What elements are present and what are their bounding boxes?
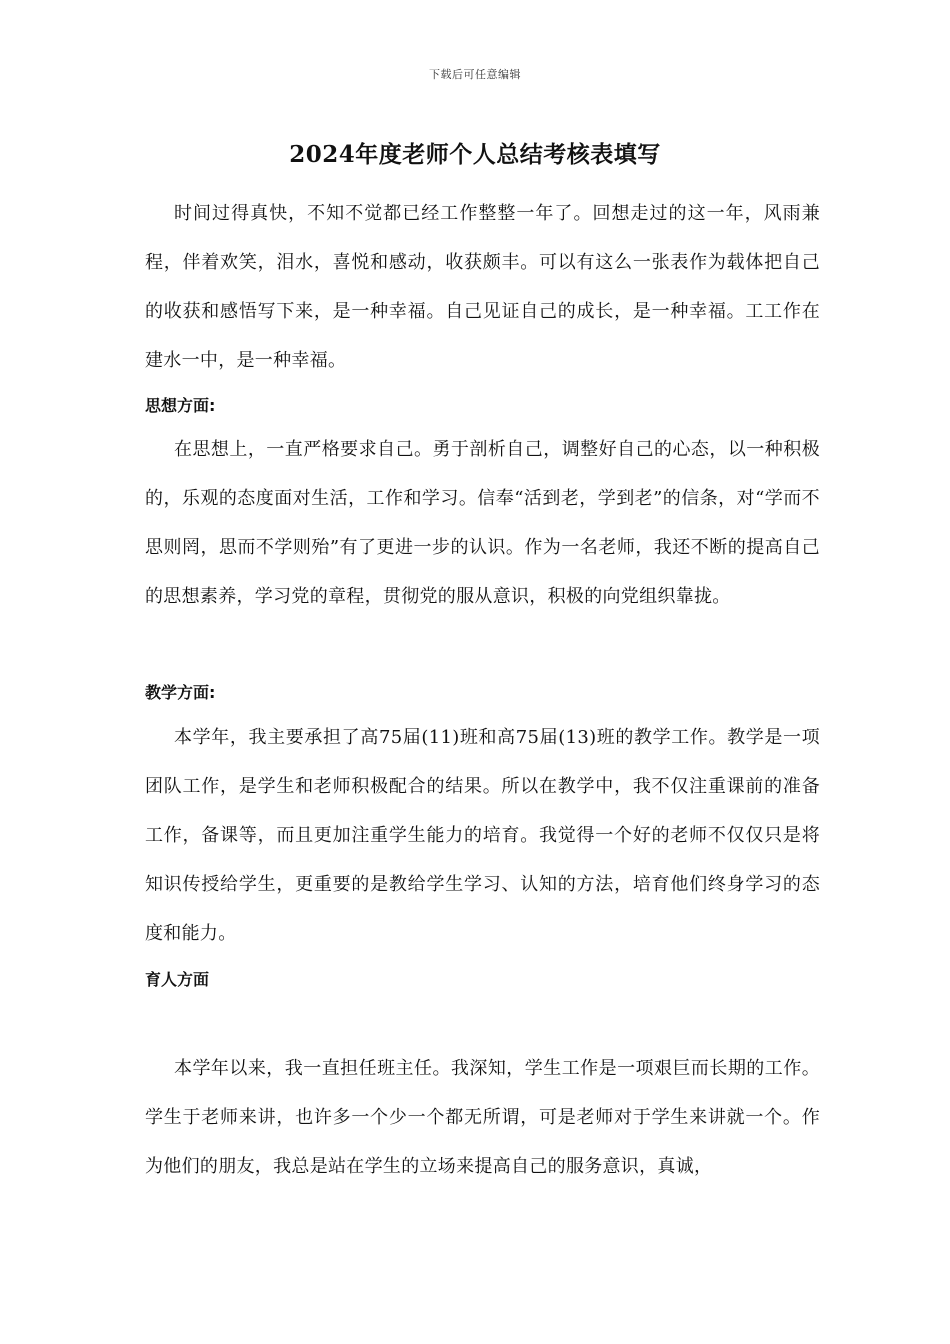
intro-paragraph: 时间过得真快，不知不觉都已经工作整整一年了。回想走过的这一年，风雨兼程，伴着欢笑，泪水，喜悦和感动，收获颇丰。可以有这么一张表作为载体把自己的收获和感悟写下来，是一种幸福。自己见证自己的成长，是一种幸福。工工作在建水一中，是一种幸福。: [145, 203, 820, 371]
section-paragraph-education: 本学年以来，我一直担任班主任。我深知，学生工作是一项艰巨而长期的工作。学生于老师来讲，也许多一个少一个都无所谓，可是老师对于学生来讲就一个。作为他们的朋友，我总是站在学生的立场来提高自己的服务意识，真诚，: [145, 1058, 820, 1177]
page-header-note: 下载后可任意编辑: [429, 68, 521, 81]
section-heading-education: 育人方面: [145, 970, 210, 989]
section-heading-teaching: 教学方面:: [145, 683, 216, 702]
section-heading-thought: 思想方面:: [145, 396, 216, 415]
document-title: 2024年度老师个人总结考核表填写: [289, 141, 661, 168]
section-paragraph-thought: 在思想上，一直严格要求自己。勇于剖析自己，调整好自己的心态，以一种积极的，乐观的态度面对生活，工作和学习。信奉“活到老，学到老”的信条，对“学而不思则罔，思而不学则殆”有了更进一步的认识。作为一名老师，我还不断的提高自己的思想素养，学习党的章程，贯彻党的服从意识，积极的向党组织靠拢。: [145, 439, 820, 607]
section-paragraph-teaching: 本学年，我主要承担了高75届(11)班和高75届(13)班的教学工作。教学是一项团队工作，是学生和老师积极配合的结果。所以在教学中，我不仅注重课前的准备工作，备课等，而且更加注重学生能力的培育。我觉得一个好的老师不仅仅只是将知识传授给学生，更重要的是教给学生学习、认知的方法，培育他们终身学习的态度和能力。: [145, 727, 820, 944]
